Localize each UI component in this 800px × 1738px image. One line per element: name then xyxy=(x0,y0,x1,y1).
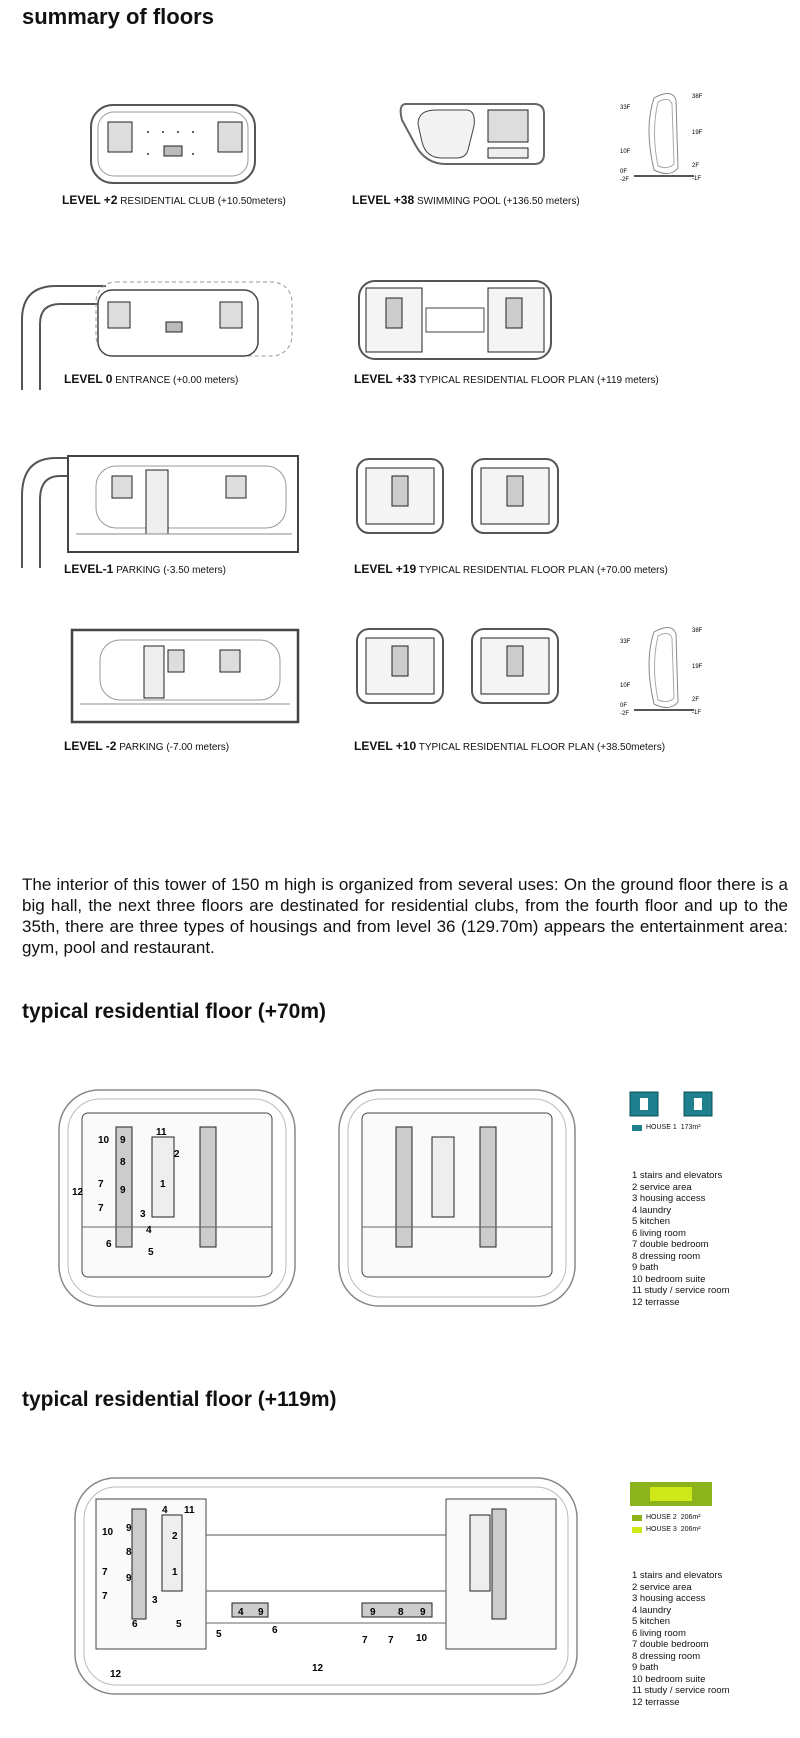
level-19-caption: LEVEL +19 TYPICAL RESIDENTIAL FLOOR PLAN (+70.00 meters) xyxy=(354,562,668,576)
label-m2f: -2F xyxy=(620,711,629,717)
floor-70-plan-left xyxy=(56,1087,298,1309)
legend-item: 8 dressing room xyxy=(632,1650,701,1662)
room-10: 10 xyxy=(98,1135,110,1146)
legend-item: 1 stairs and elevators xyxy=(632,1570,723,1581)
house-2-3-key-plan xyxy=(628,1480,714,1508)
room-1: 1 xyxy=(160,1179,166,1190)
legend-item: 12 terrasse xyxy=(632,1696,680,1708)
legend-item: 3 housing access xyxy=(632,1593,706,1604)
room-8-a: 8 xyxy=(126,1547,132,1558)
label-38f: 38F xyxy=(692,628,703,634)
description-paragraph: The interior of this tower of 150 m high is organized from several uses: On the ground floor there is a big hall, the next three floors are destinated for residential clubs, from the fourth floor and up to the 35th, there are three types of housings and from level 36 (129.70m) appears the entertainment area: gym, pool and restaurant. xyxy=(22,875,788,957)
label-33f: 33F xyxy=(620,105,631,111)
level-m1-caption: LEVEL-1 PARKING (-3.50 meters) xyxy=(64,562,226,576)
room-5-b: 5 xyxy=(216,1629,222,1640)
room-9-d: 9 xyxy=(370,1607,376,1618)
level-19-plan xyxy=(354,456,566,536)
legend-item: 3 housing access xyxy=(632,1193,706,1204)
room-1: 1 xyxy=(172,1567,178,1578)
room-9-b: 9 xyxy=(126,1573,132,1584)
room-9-b: 9 xyxy=(120,1185,126,1196)
room-6-a: 6 xyxy=(132,1619,138,1630)
room-8: 8 xyxy=(120,1157,126,1168)
label-19f: 19F xyxy=(692,664,703,670)
house-1-legend: HOUSE 1 173m² xyxy=(632,1124,701,1131)
label-0f: 0F xyxy=(620,169,628,175)
legend-item: 9 bath xyxy=(632,1262,659,1273)
page-title: summary of floors xyxy=(22,4,214,29)
room-9-c: 9 xyxy=(258,1607,264,1618)
section-70-title: typical residential floor (+70m) xyxy=(22,1000,327,1023)
room-2: 2 xyxy=(172,1531,178,1542)
legend-item: 7 double bedroom xyxy=(632,1639,709,1650)
legend-item: 10 bedroom suite xyxy=(632,1673,706,1685)
legend-70 xyxy=(632,1170,730,1308)
floor-70-plan-right xyxy=(336,1087,578,1309)
legend-item: 12 terrasse xyxy=(632,1296,680,1308)
room-7-c: 7 xyxy=(362,1635,368,1646)
legend-item: 9 bath xyxy=(632,1662,659,1673)
room-6: 6 xyxy=(106,1239,112,1250)
room-9-e: 9 xyxy=(420,1607,426,1618)
room-7-b: 7 xyxy=(98,1203,104,1214)
room-12-a: 12 xyxy=(312,1663,324,1674)
legend-item: 5 kitchen xyxy=(632,1616,671,1627)
level-2-plan xyxy=(88,102,258,186)
label-33f: 33F xyxy=(620,639,631,645)
legend-item: 2 service area xyxy=(632,1581,692,1593)
room-10-a: 10 xyxy=(102,1527,114,1538)
floor-119-plan xyxy=(72,1475,580,1697)
label-38f: 38F xyxy=(692,94,703,100)
room-4-b: 4 xyxy=(238,1607,244,1618)
house-2-swatch xyxy=(632,1515,642,1521)
level-m1-plan xyxy=(16,452,302,576)
room-9-a: 9 xyxy=(120,1135,126,1146)
label-2f: 2F xyxy=(692,697,700,703)
legend-item: 6 living room xyxy=(632,1627,686,1639)
room-5-a: 5 xyxy=(176,1619,182,1630)
legend-item: 10 bedroom suite xyxy=(632,1273,706,1285)
level-m2-plan xyxy=(70,628,300,724)
room-6-b: 6 xyxy=(272,1625,278,1636)
level-m2-caption: LEVEL -2 PARKING (-7.00 meters) xyxy=(64,739,230,753)
legend-item: 11 study / service room xyxy=(632,1685,730,1696)
label-19f: 19F xyxy=(692,130,703,136)
legend-item: 2 service area xyxy=(632,1181,692,1193)
legend-item: 11 study / service room xyxy=(632,1285,730,1296)
tower-elevation-top xyxy=(614,88,714,184)
room-3: 3 xyxy=(152,1595,158,1606)
level-10-caption: LEVEL +10 TYPICAL RESIDENTIAL FLOOR PLAN (+38.50meters) xyxy=(354,739,666,753)
legend-item: 5 kitchen xyxy=(632,1216,671,1227)
room-7-a: 7 xyxy=(98,1179,104,1190)
room-4: 4 xyxy=(146,1225,152,1236)
tower-elevation-bottom xyxy=(614,622,714,718)
level-33-plan xyxy=(356,278,554,362)
room-8-b: 8 xyxy=(398,1607,404,1618)
level-10-plan xyxy=(354,626,566,706)
house-3-swatch xyxy=(632,1527,642,1533)
label-m2f: -2F xyxy=(620,177,629,183)
room-9-a: 9 xyxy=(126,1523,132,1534)
room-4-a: 4 xyxy=(162,1505,168,1516)
room-11: 11 xyxy=(156,1127,167,1138)
legend-item: 4 laundry xyxy=(632,1604,672,1616)
level-0-caption: LEVEL 0 ENTRANCE (+0.00 meters) xyxy=(64,372,239,386)
room-12: 12 xyxy=(72,1187,84,1198)
house-1-key-plan xyxy=(628,1090,714,1118)
room-7-d: 7 xyxy=(388,1635,394,1646)
legend-item: 4 laundry xyxy=(632,1204,672,1216)
room-5: 5 xyxy=(148,1247,154,1258)
legend-item: 7 double bedroom xyxy=(632,1239,709,1250)
label-m1f: -1F xyxy=(692,176,701,182)
room-7-a: 7 xyxy=(102,1567,108,1578)
room-10-b: 10 xyxy=(416,1633,428,1644)
label-0f: 0F xyxy=(620,703,628,709)
label-10f: 10F xyxy=(620,683,631,689)
house-1-swatch xyxy=(632,1125,642,1131)
room-11: 11 xyxy=(184,1505,195,1516)
house-3-legend: HOUSE 3 206m² xyxy=(632,1526,701,1533)
label-10f: 10F xyxy=(620,149,631,155)
legend-item: 8 dressing room xyxy=(632,1250,701,1262)
level-33-caption: LEVEL +33 TYPICAL RESIDENTIAL FLOOR PLAN (+119 meters) xyxy=(354,372,659,386)
level-38-plan xyxy=(396,96,546,170)
legend-119 xyxy=(632,1570,730,1708)
legend-item: 1 stairs and elevators xyxy=(632,1170,723,1181)
room-12-b: 12 xyxy=(110,1669,122,1680)
room-3: 3 xyxy=(140,1209,146,1220)
room-7-b: 7 xyxy=(102,1591,108,1602)
level-38-caption: LEVEL +38 SWIMMING POOL (+136.50 meters) xyxy=(352,193,580,207)
room-2: 2 xyxy=(174,1149,180,1160)
legend-item: 6 living room xyxy=(632,1227,686,1239)
house-2-legend: HOUSE 2 206m² xyxy=(632,1514,701,1521)
label-2f: 2F xyxy=(692,163,700,169)
label-m1f: -1F xyxy=(692,710,701,716)
level-2-caption: LEVEL +2 RESIDENTIAL CLUB (+10.50meters) xyxy=(62,193,286,207)
section-119-title: typical residential floor (+119m) xyxy=(22,1388,337,1411)
